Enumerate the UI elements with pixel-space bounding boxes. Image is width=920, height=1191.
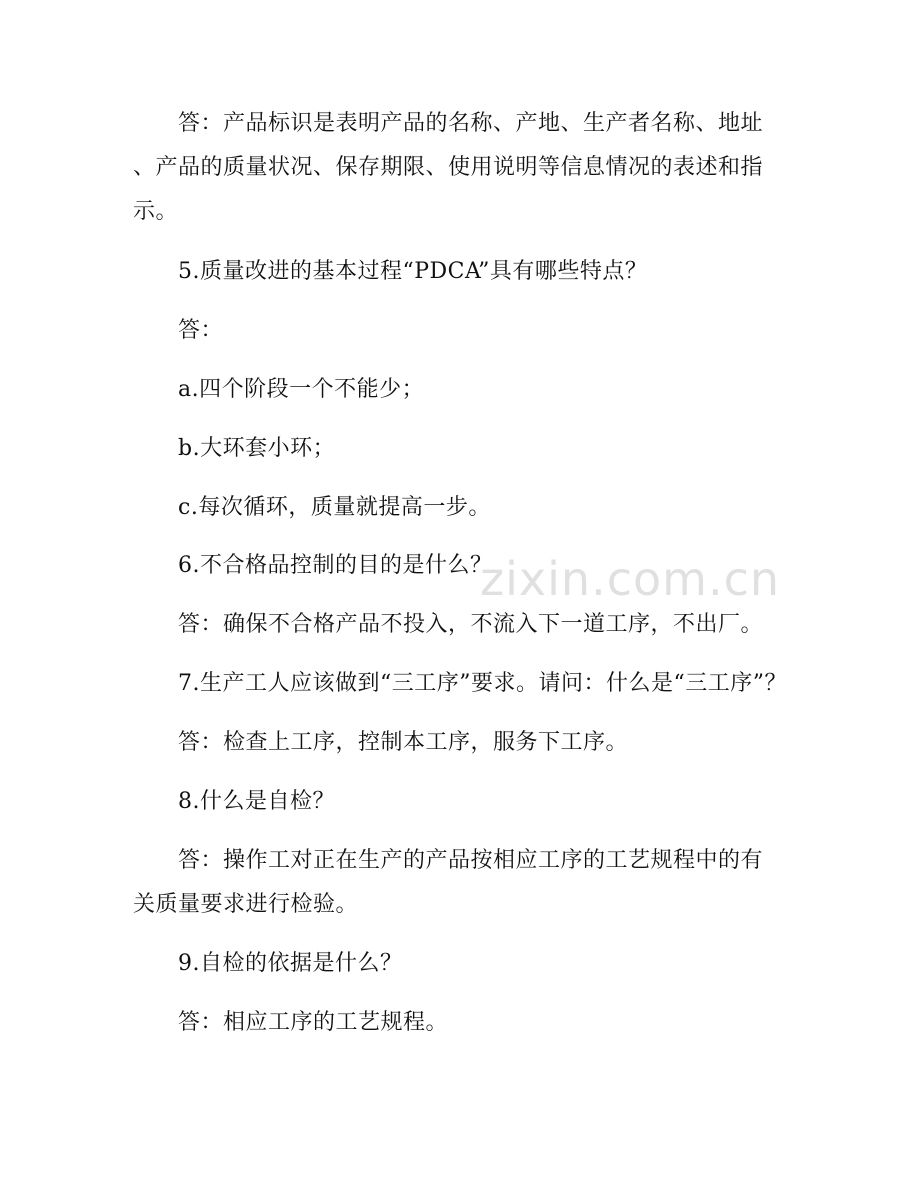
answer-9: 答：相应工序的工艺规程。 <box>178 1010 449 1035</box>
answer-6: 答：确保不合格产品不投入，不流入下一道工序，不出厂。 <box>178 612 764 637</box>
answer-4-line-1: 答：产品标识是表明产品的名称、产地、生产者名称、地址 <box>178 111 764 136</box>
answer-8-line-2: 关质量要求进行检验。 <box>133 892 359 917</box>
answer-8-line-1: 答：操作工对正在生产的产品按相应工序的工艺规程中的有 <box>178 848 764 873</box>
question-8: 8.什么是自检？ <box>178 789 335 814</box>
watermark-text: zixin.com.cn <box>480 552 781 606</box>
question-9: 9.自检的依据是什么？ <box>178 951 403 976</box>
question-6: 6.不合格品控制的目的是什么？ <box>178 553 493 578</box>
answer-4-line-3: 示。 <box>133 199 179 224</box>
answer-5-item-c: c.每次循环，质量就提高一步。 <box>178 495 491 520</box>
question-5: 5.质量改进的基本过程“PDCA”具有哪些特点？ <box>178 259 648 284</box>
answer-4-line-2: 、产品的质量状况、保存期限、使用说明等信息情况的表述和指 <box>133 155 764 180</box>
question-7: 7.生产工人应该做到“三工序”要求。请问：什么是“三工序”？ <box>178 671 787 696</box>
answer-5-item-b: b.大环套小环； <box>178 436 336 461</box>
answer-7: 答：检查上工序，控制本工序，服务下工序。 <box>178 730 629 755</box>
answer-5-item-a: a.四个阶段一个不能少； <box>178 377 425 402</box>
answer-5-label: 答： <box>178 318 224 343</box>
